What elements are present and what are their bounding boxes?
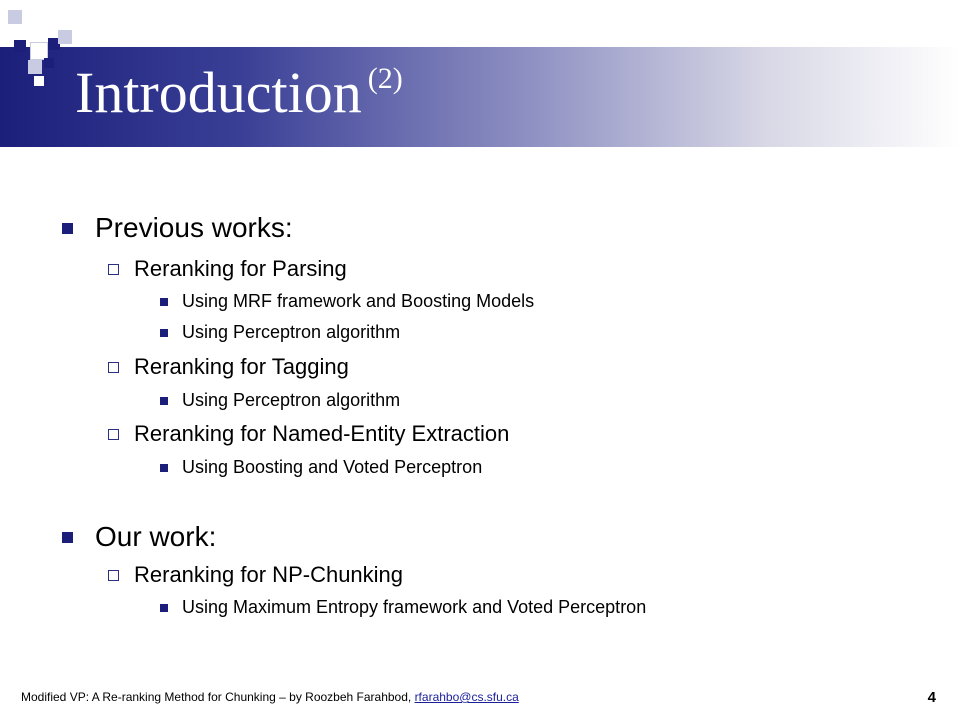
bullet-l2 xyxy=(108,421,509,447)
small-square-bullet-icon xyxy=(160,298,168,306)
bullet-l3 xyxy=(160,322,400,343)
bullet-l3 xyxy=(160,390,400,411)
sub-heading: Reranking for Named-Entity Extraction xyxy=(134,421,510,446)
hollow-square-bullet-icon xyxy=(108,570,119,581)
bullet-l2 xyxy=(108,354,349,380)
footer-email-link[interactable]: rfarahbo@cs.sfu.ca xyxy=(414,690,519,704)
hollow-square-bullet-icon xyxy=(108,429,119,440)
list-item: Using Maximum Entropy framework and Voted Perceptron xyxy=(182,597,647,617)
list-item: Using MRF framework and Boosting Models xyxy=(182,291,535,311)
list-item: Using Perceptron algorithm xyxy=(182,390,401,410)
footer-text: Modified VP: A Re-ranking Method for Chunking – by Roozbeh Farahbod, xyxy=(21,690,415,704)
small-square-bullet-icon xyxy=(160,604,168,612)
bullet-l1 xyxy=(62,521,216,553)
bullet-l2 xyxy=(108,256,347,282)
hollow-square-bullet-icon xyxy=(108,362,119,373)
small-square-bullet-icon xyxy=(160,329,168,337)
bullet-l3 xyxy=(160,597,646,618)
bullet-l1 xyxy=(62,212,293,244)
bullet-l3 xyxy=(160,457,482,478)
list-item: Using Perceptron algorithm xyxy=(182,322,401,342)
bullet-l2 xyxy=(108,562,403,588)
square-bullet-icon xyxy=(62,532,73,543)
hollow-square-bullet-icon xyxy=(108,264,119,275)
small-square-bullet-icon xyxy=(160,464,168,472)
sub-heading: Reranking for Tagging xyxy=(134,354,349,379)
section-heading: Previous works: xyxy=(95,212,293,243)
small-square-bullet-icon xyxy=(160,397,168,405)
list-item: Using Boosting and Voted Perceptron xyxy=(182,457,483,477)
section-heading: Our work: xyxy=(95,521,217,552)
square-bullet-icon xyxy=(62,223,73,234)
slide-title: Introduction $^{(2)}$ xyxy=(75,60,403,125)
slide-title-superscript: (2) xyxy=(367,62,403,95)
footer xyxy=(21,690,519,704)
sub-heading: Reranking for Parsing xyxy=(134,256,347,281)
bullet-l3 xyxy=(160,291,534,312)
sub-heading: Reranking for NP-Chunking xyxy=(134,562,404,587)
page-number: 4 xyxy=(927,689,936,706)
